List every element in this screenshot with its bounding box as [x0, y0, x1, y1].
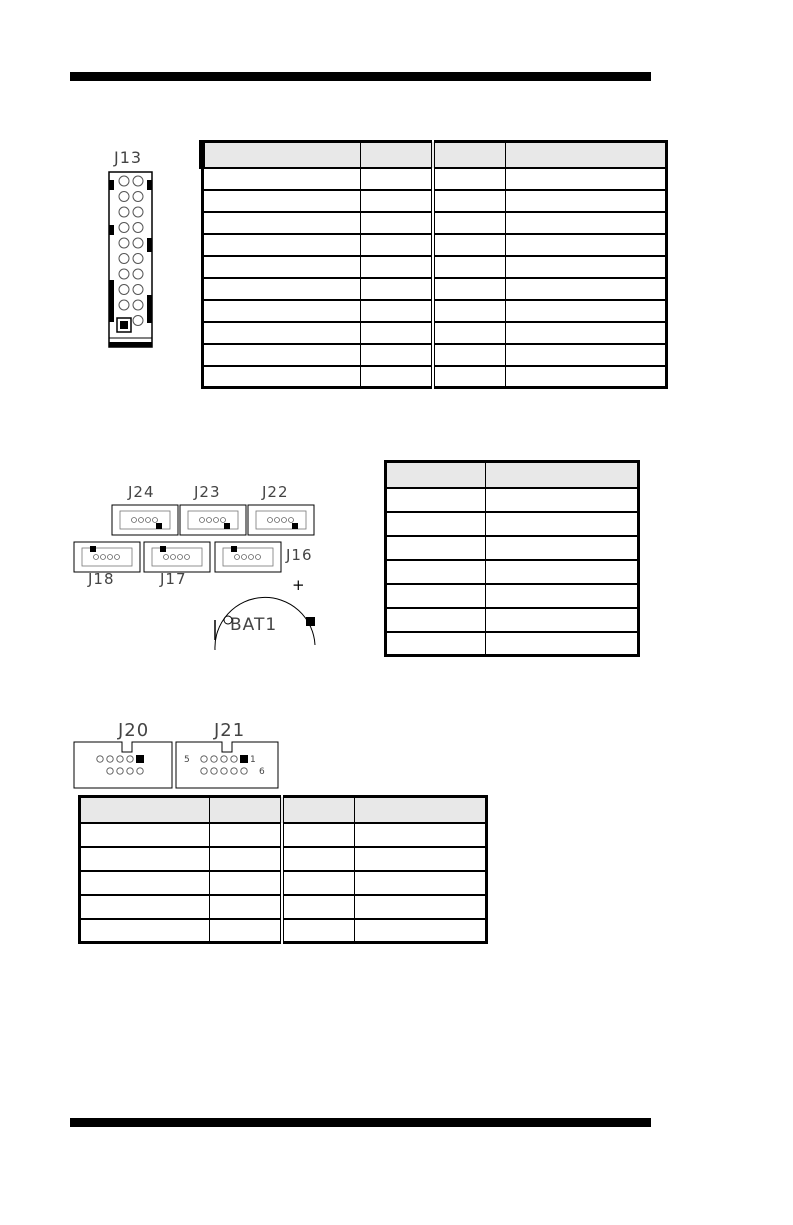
table-cell: [506, 256, 667, 278]
table3-header-cell: [80, 797, 210, 823]
j16-label: J16: [286, 546, 313, 564]
table2-header-cell: [386, 462, 486, 488]
jumper-diagram: [70, 480, 330, 650]
pin: [133, 269, 143, 279]
table-row: [80, 847, 487, 871]
table-row: [80, 919, 487, 943]
table-cell: [355, 847, 487, 871]
j20-j21-connectors: [72, 720, 282, 790]
j17-label: J17: [160, 570, 187, 588]
table-cell: [506, 344, 667, 366]
table-cell: [433, 234, 506, 256]
table3: [78, 795, 488, 944]
table-cell: [355, 919, 487, 943]
table-cell: [202, 278, 361, 300]
table-cell: [210, 919, 283, 943]
table-cell: [361, 168, 434, 190]
pin: [119, 207, 129, 217]
j20-j21-diagram: [72, 720, 282, 790]
j20-label: J20: [118, 720, 150, 741]
table-row: [386, 584, 639, 608]
table-row: [202, 278, 667, 300]
table-cell: [506, 322, 667, 344]
table-cell: [355, 895, 487, 919]
table-cell: [433, 212, 506, 234]
table-cell: [433, 344, 506, 366]
table-cell: [282, 895, 355, 919]
jumper-shapes: [70, 480, 330, 650]
table-cell: [486, 560, 639, 584]
table-cell: [361, 300, 434, 322]
table-cell: [80, 895, 210, 919]
table-cell: [202, 322, 361, 344]
table-cell: [506, 300, 667, 322]
j21-label: J21: [214, 720, 246, 741]
table2-header-row: [386, 462, 639, 488]
table-row: [80, 823, 487, 847]
table-cell: [202, 256, 361, 278]
table-cell: [202, 212, 361, 234]
table-row: [202, 256, 667, 278]
bat1-label: BAT1: [230, 615, 278, 635]
table1-header-cell: [361, 142, 434, 168]
jumper-block: [248, 505, 314, 535]
table-row: [202, 366, 667, 388]
table1: [199, 140, 668, 389]
pin: [133, 300, 143, 310]
table-cell: [80, 823, 210, 847]
table-cell: [486, 488, 639, 512]
table-cell: [386, 608, 486, 632]
table-row: [386, 608, 639, 632]
table-cell: [486, 584, 639, 608]
table-cell: [202, 300, 361, 322]
table-row: [202, 344, 667, 366]
table-cell: [433, 256, 506, 278]
pin: [119, 223, 129, 233]
table-cell: [202, 234, 361, 256]
table3-header-row: [80, 797, 487, 823]
pin: [119, 192, 129, 202]
table-cell: [210, 871, 283, 895]
table-row: [202, 212, 667, 234]
j24-label: J24: [128, 483, 155, 501]
table-cell: [202, 168, 361, 190]
j21-pin6-label: 6: [259, 767, 265, 777]
table-cell: [361, 190, 434, 212]
table1-header-row: [202, 142, 667, 168]
table-cell: [433, 366, 506, 388]
bottom-rule: [70, 1118, 651, 1127]
pin: [119, 300, 129, 310]
battery-plus-label: +: [292, 576, 306, 594]
jumper-block: [180, 505, 246, 535]
jumper-block: [74, 542, 140, 572]
table-cell: [433, 322, 506, 344]
table1-header-cell: [433, 142, 506, 168]
table1-header-cell: [506, 142, 667, 168]
table-cell: [202, 344, 361, 366]
table-row: [202, 322, 667, 344]
table-cell: [355, 871, 487, 895]
j13-label: J13: [114, 148, 143, 167]
table-cell: [386, 488, 486, 512]
j23-label: J23: [194, 483, 221, 501]
table-cell: [486, 632, 639, 656]
table-cell: [80, 847, 210, 871]
j21-pin1-label: 1: [250, 755, 256, 765]
j13-connector: [100, 150, 160, 350]
table1-header-cell: [202, 142, 361, 168]
jumper-block: [112, 505, 178, 535]
table-cell: [506, 234, 667, 256]
pin: [119, 285, 129, 295]
table-cell: [282, 871, 355, 895]
jumper-block: [215, 542, 281, 572]
table-cell: [486, 536, 639, 560]
table-cell: [386, 584, 486, 608]
table-cell: [433, 300, 506, 322]
table-cell: [386, 560, 486, 584]
table-cell: [386, 632, 486, 656]
top-rule: [70, 72, 651, 81]
table-cell: [361, 234, 434, 256]
table-cell: [361, 278, 434, 300]
table-cell: [361, 366, 434, 388]
pin: [119, 176, 129, 186]
table-cell: [282, 919, 355, 943]
table3-header-cell: [282, 797, 355, 823]
table-cell: [506, 168, 667, 190]
table3-header-cell: [355, 797, 487, 823]
j18-label: J18: [88, 570, 115, 588]
table-row: [202, 300, 667, 322]
table-cell: [433, 168, 506, 190]
pin: [133, 176, 143, 186]
table-cell: [506, 212, 667, 234]
jumper-block: [144, 542, 210, 572]
table-cell: [361, 212, 434, 234]
pin: [119, 269, 129, 279]
table-cell: [282, 823, 355, 847]
table3-header-cell: [210, 797, 283, 823]
table-row: [386, 632, 639, 656]
pin: [119, 254, 129, 264]
table-row: [80, 871, 487, 895]
table-cell: [202, 190, 361, 212]
table-row: [386, 560, 639, 584]
table-cell: [386, 512, 486, 536]
table-cell: [486, 512, 639, 536]
table-cell: [210, 847, 283, 871]
table-row: [202, 190, 667, 212]
table-cell: [80, 919, 210, 943]
table-row: [80, 895, 487, 919]
pin: [133, 223, 143, 233]
pin: [133, 207, 143, 217]
table-cell: [506, 190, 667, 212]
j22-label: J22: [262, 483, 289, 501]
table-cell: [506, 278, 667, 300]
table-cell: [80, 871, 210, 895]
table-cell: [386, 536, 486, 560]
table-row: [202, 234, 667, 256]
table-cell: [433, 278, 506, 300]
table-cell: [361, 322, 434, 344]
table-cell: [210, 895, 283, 919]
pin: [119, 238, 129, 248]
pin: [133, 316, 143, 326]
table2: [384, 460, 640, 657]
table-cell: [506, 366, 667, 388]
table-row: [202, 168, 667, 190]
table-cell: [210, 823, 283, 847]
table-cell: [486, 608, 639, 632]
table-cell: [361, 256, 434, 278]
table-cell: [282, 847, 355, 871]
j13-diagram: [100, 150, 160, 350]
table-row: [386, 488, 639, 512]
j21-pin5-label: 5: [184, 755, 190, 765]
pin: [133, 238, 143, 248]
table-cell: [433, 190, 506, 212]
table-row: [386, 536, 639, 560]
pin: [133, 254, 143, 264]
table-row: [386, 512, 639, 536]
pin: [133, 192, 143, 202]
table-cell: [361, 344, 434, 366]
table-cell: [355, 823, 487, 847]
table-cell: [202, 366, 361, 388]
table2-header-cell: [486, 462, 639, 488]
pin: [133, 285, 143, 295]
